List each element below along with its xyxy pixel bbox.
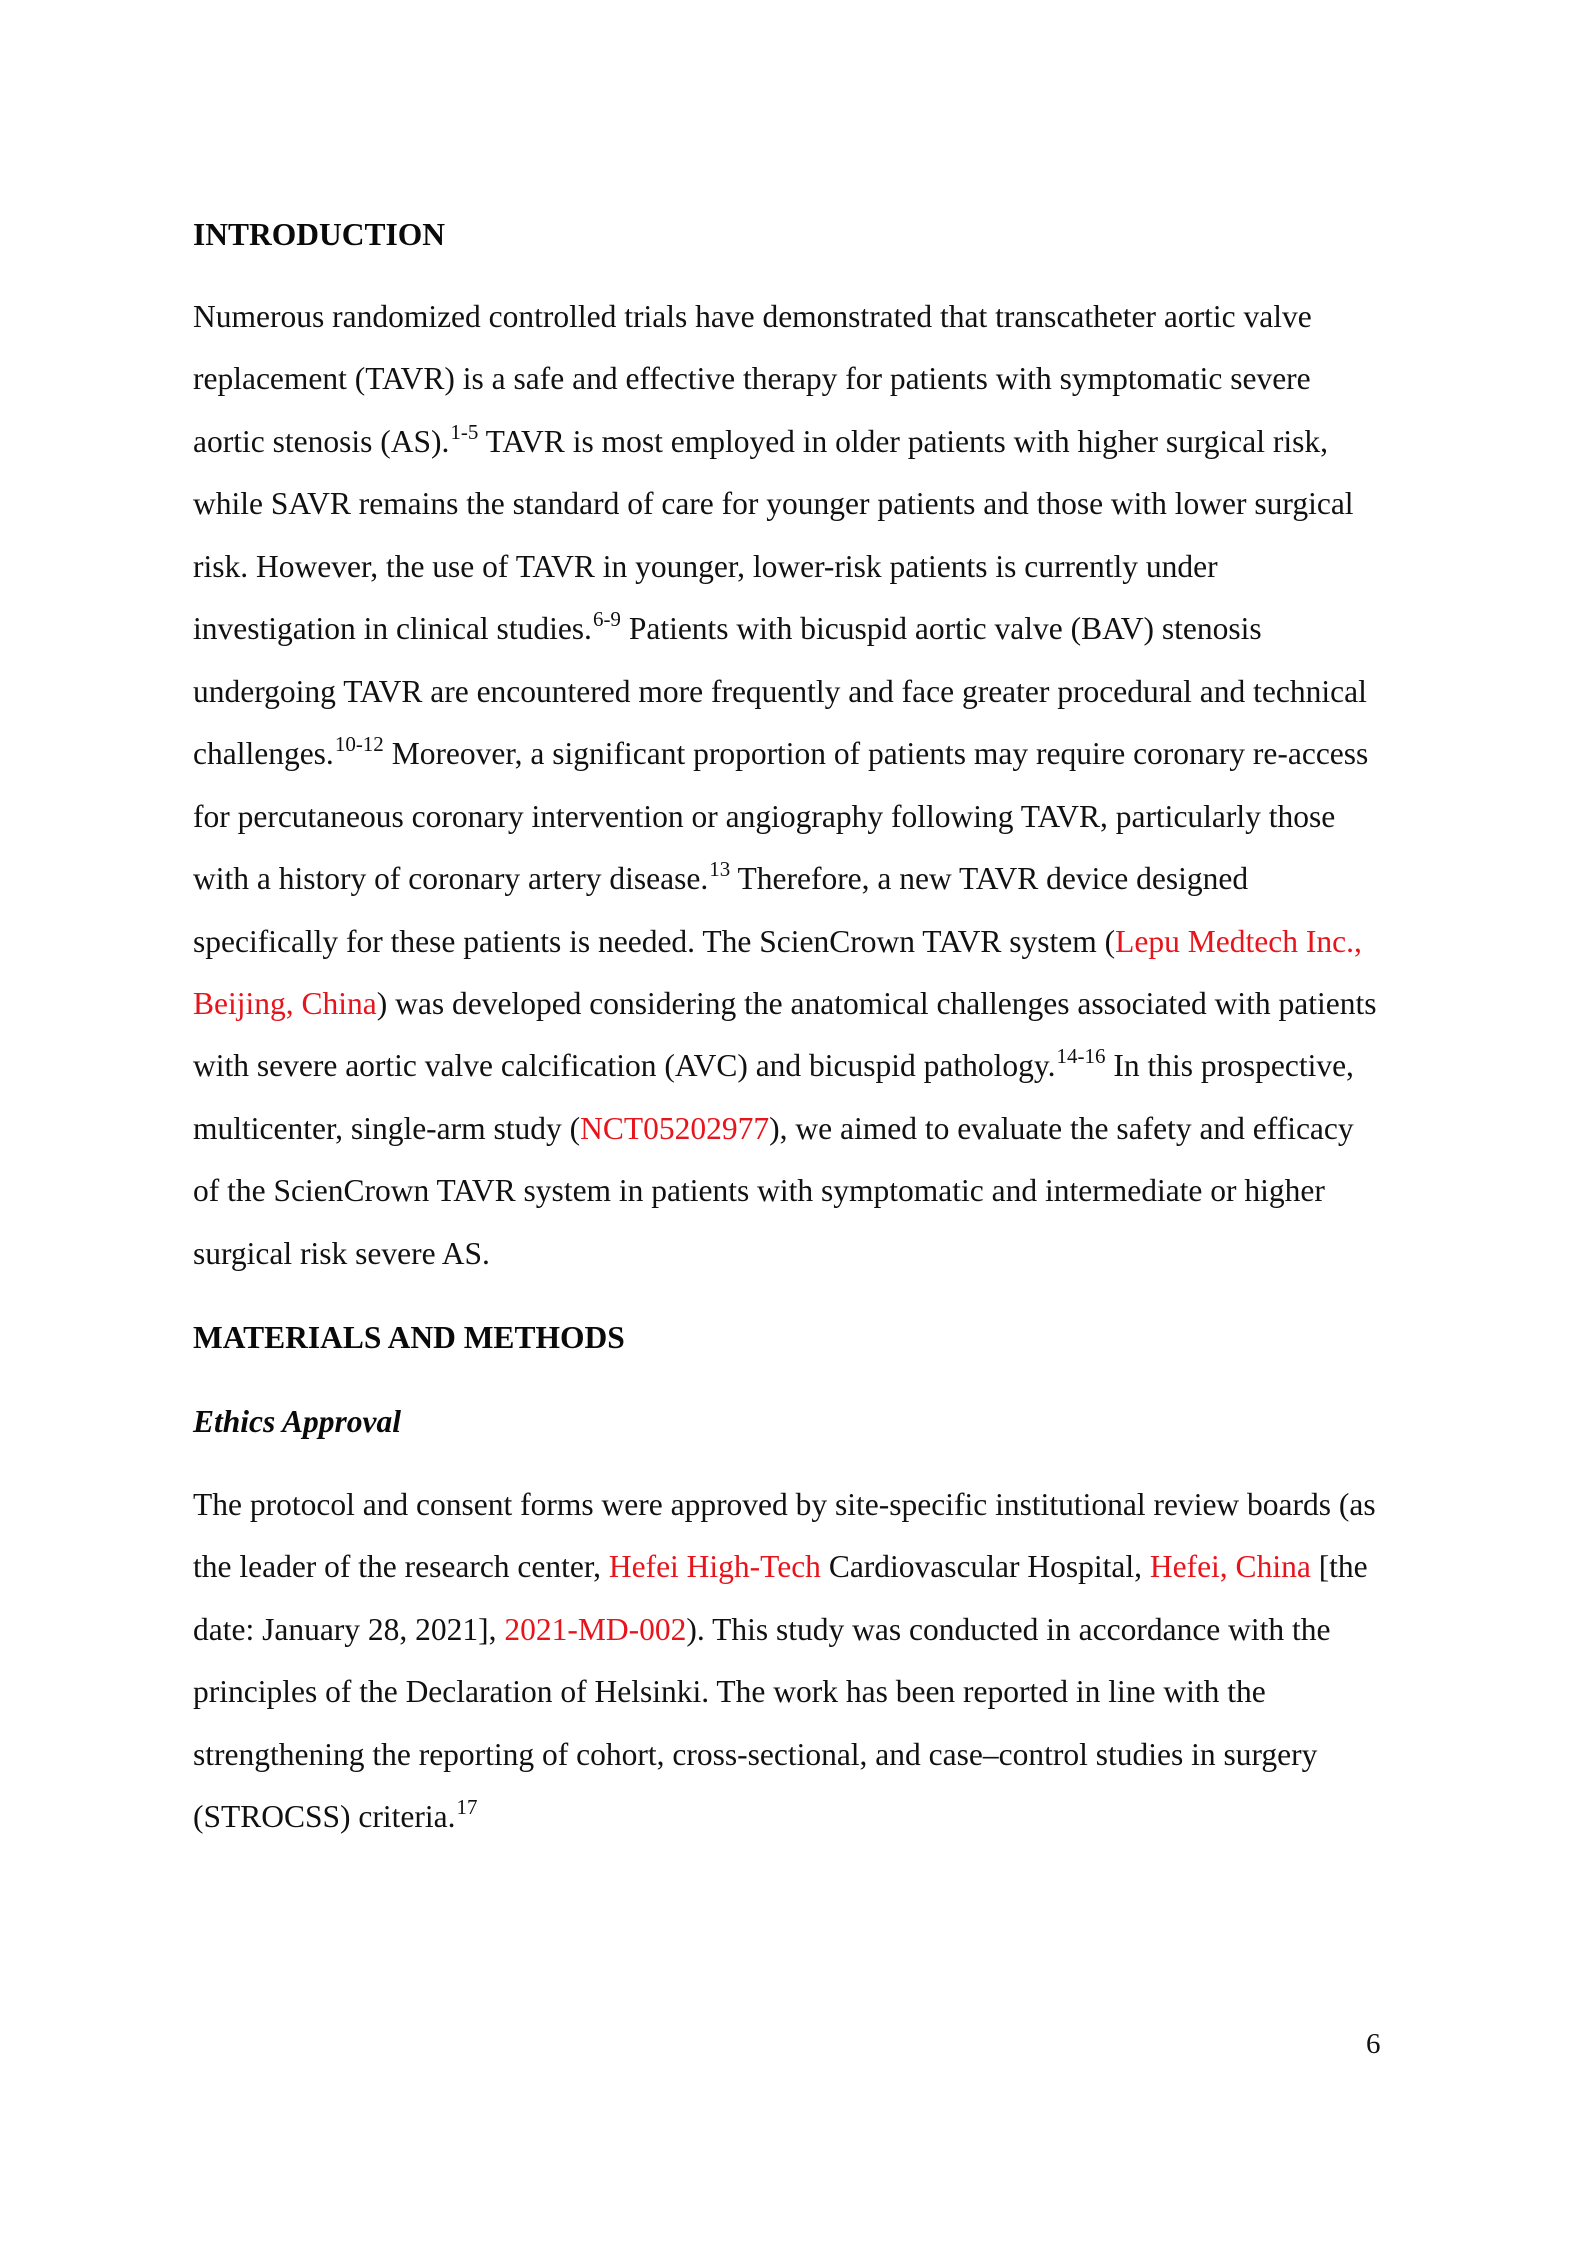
citation-superscript: 1-5 (450, 419, 479, 444)
text-segment: The protocol and consent forms were approved by site-specific institutional review boards (as (193, 1487, 1376, 1522)
text-segment: of the ScienCrown TAVR system in patients with symptomatic and intermediate or higher (193, 1173, 1325, 1209)
citation-superscript: 17 (456, 1795, 478, 1820)
highlighted-text: NCT05202977 (580, 1110, 770, 1146)
text-segment: ) was developed considering the anatomical challenges associated with patients (376, 985, 1377, 1021)
text-segment: strengthening the reporting of cohort, cross-sectional, and case–control studies in surgery (193, 1736, 1318, 1772)
highlighted-text: Lepu Medtech Inc., (1115, 923, 1362, 959)
text-segment: while SAVR remains the standard of care for younger patients and those with lower surgical (193, 486, 1354, 522)
text-segment: ). This study was conducted in accordance with the (686, 1611, 1331, 1647)
text-line (193, 1044, 1354, 1084)
text-line (193, 985, 1377, 1021)
text-segment: for percutaneous coronary intervention or angiography following TAVR, particularly those (193, 798, 1336, 834)
citation-superscript: 10-12 (334, 732, 384, 757)
text-line (193, 798, 1336, 834)
text-segment: the leader of the research center, (193, 1549, 609, 1585)
highlighted-text: Hefei High-Tech (608, 1549, 821, 1585)
text-line (193, 857, 1249, 897)
text-line (193, 548, 1218, 584)
text-segment: ), we aimed to evaluate the safety and efficacy (769, 1110, 1354, 1146)
text-segment: [the (1310, 1549, 1368, 1585)
text-line (193, 1551, 1368, 1583)
highlighted-text: Hefei, China (1149, 1549, 1311, 1585)
text-line (193, 1489, 1376, 1521)
text-line (193, 419, 1328, 459)
text-line (193, 1736, 1318, 1772)
section-heading: MATERIALS AND METHODS (193, 1320, 625, 1355)
text-segment: replacement (TAVR) is a safe and effective therapy for patients with symptomatic severe (193, 361, 1311, 397)
text-segment: Moreover, a significant proportion of patients may require coronary re-access (383, 736, 1369, 772)
text-segment: Patients with bicuspid aortic valve (BAV) stenosis (620, 611, 1262, 647)
highlighted-text: Beijing, China (193, 985, 377, 1021)
text-line (193, 923, 1362, 959)
text-segment: Numerous randomized controlled trials have demonstrated that transcatheter aortic valve (193, 299, 1312, 334)
text-segment: date: January 28, 2021], (193, 1611, 505, 1647)
text-segment: investigation in clinical studies. (193, 611, 592, 647)
text-segment: Therefore, a new TAVR device designed (730, 861, 1249, 897)
citation-superscript: 14-16 (1056, 1044, 1106, 1069)
text-segment: with severe aortic valve calcification (AVC) and bicuspid pathology. (193, 1048, 1056, 1084)
text-segment: Cardiovascular Hospital, (820, 1549, 1150, 1585)
text-segment: surgical risk severe AS. (193, 1235, 490, 1271)
text-segment: undergoing TAVR are encountered more frequently and face greater procedural and technical (193, 673, 1367, 709)
text-line (193, 363, 1311, 395)
text-line (193, 1235, 490, 1271)
text-line (193, 732, 1369, 772)
text-segment: (STROCSS) criteria. (193, 1799, 456, 1835)
text-line (193, 1676, 1266, 1708)
text-segment: multicenter, single-arm study ( (193, 1110, 581, 1146)
page-number: 6 (1366, 2028, 1381, 2060)
text-segment: specifically for these patients is needed. The ScienCrown TAVR system ( (193, 923, 1116, 959)
text-line (193, 1795, 478, 1835)
text-line (193, 1110, 1354, 1146)
citation-superscript: 13 (709, 857, 731, 882)
text-segment: TAVR is most employed in older patients with higher surgical risk, (478, 423, 1328, 459)
text-segment: aortic stenosis (AS). (193, 423, 450, 459)
highlighted-text: 2021-MD-002 (504, 1611, 687, 1647)
text-line (193, 488, 1354, 520)
text-segment: challenges. (193, 736, 334, 772)
text-line (193, 1611, 1331, 1647)
text-line (193, 1175, 1325, 1207)
text-line (193, 301, 1312, 333)
text-segment: risk. However, the use of TAVR in younger, lower-risk patients is currently under (193, 548, 1218, 584)
text-segment: principles of the Declaration of Helsinki. The work has been reported in line with the (193, 1674, 1266, 1710)
text-line (193, 607, 1262, 647)
citation-superscript: 6-9 (592, 607, 621, 632)
text-line (193, 673, 1367, 709)
text-segment: with a history of coronary artery disease. (193, 861, 709, 897)
subsection-heading: Ethics Approval (193, 1404, 401, 1439)
section-heading: INTRODUCTION (193, 217, 446, 252)
text-segment: In this prospective, (1105, 1048, 1354, 1084)
